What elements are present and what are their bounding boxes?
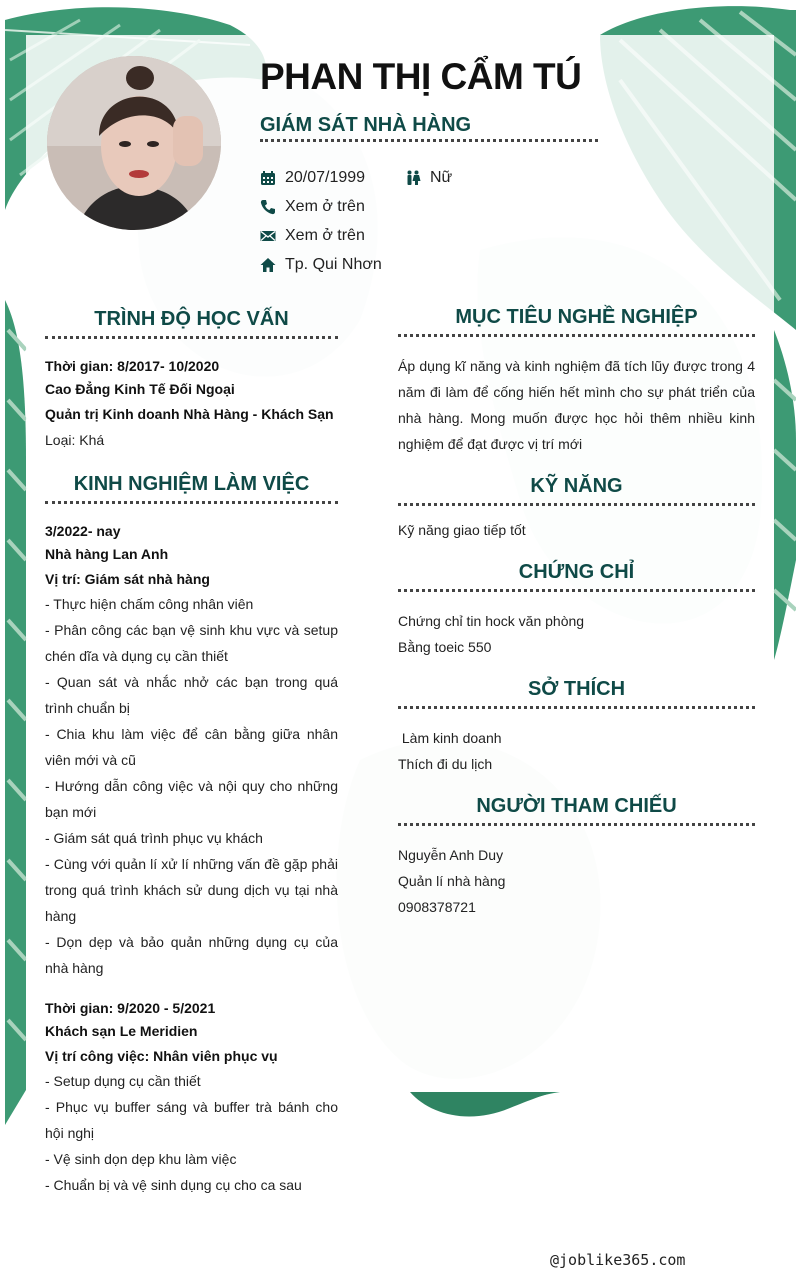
birthdate: 20/07/1999	[285, 169, 366, 186]
references-divider	[398, 823, 755, 826]
experience-heading: KINH NGHIỆM LÀM VIỆC	[73, 473, 310, 495]
candidate-name: PHAN THỊ CẨM TÚ	[260, 56, 582, 97]
experience-divider	[45, 501, 338, 504]
hobbies-heading: SỞ THÍCH	[527, 678, 626, 700]
skill-item: Kỹ năng giao tiếp tốt	[398, 522, 526, 538]
job-1-task: - Cùng với quản lí xử lí những vấn đề gặp phải trong quá trình khách sử dung dịch vụ tại nhà hàng	[45, 856, 338, 924]
education-divider	[45, 336, 338, 339]
hobby-item: Thích đi du lịch	[398, 756, 493, 772]
avatar	[47, 56, 221, 230]
avatar-photo	[47, 56, 221, 230]
education-major: Quản trị Kinh doanh Nhà Hàng - Khách Sạn	[45, 406, 334, 422]
job-1-company: Nhà hàng Lan Anh	[45, 546, 169, 562]
home-icon	[260, 257, 276, 273]
hobby-item: Làm kinh doanh	[398, 730, 502, 746]
job-2-task: - Chuẩn bị và vệ sinh dụng cụ cho ca sau	[45, 1177, 302, 1193]
job-1-task: - Giám sát quá trình phục vụ khách	[45, 830, 263, 846]
objective-text: Áp dụng kĩ năng và kinh nghiệm đã tích lũy được trong 4 năm đi làm để cống hiến hết mình cho sự phát triển của nhà hàng. Mong muốn được học hỏi thêm nhiều kinh nghiệm để đạt được vị trí mới	[398, 358, 755, 452]
education-heading: TRÌNH ĐỘ HỌC VẤN	[94, 308, 289, 330]
phone-icon	[260, 199, 276, 215]
job-title: GIÁM SÁT NHÀ HÀNG	[260, 114, 472, 136]
education-grade: Loại: Khá	[45, 432, 105, 448]
phone-row	[260, 198, 365, 216]
education-time: Thời gian: 8/2017- 10/2020	[45, 358, 220, 374]
job-2-time: Thời gian: 9/2020 - 5/2021	[45, 1000, 216, 1016]
phone: Xem ở trên	[285, 198, 365, 215]
references-heading: NGƯỜI THAM CHIẾU	[476, 795, 677, 817]
skills-divider	[398, 503, 755, 506]
objective-heading: MỤC TIÊU NGHỀ NGHIỆP	[455, 306, 698, 328]
job-1-task: - Phân công các bạn vệ sinh khu vực và setup chén dĩa và dụng cụ cần thiết	[45, 622, 338, 664]
objective-divider	[398, 334, 755, 337]
job-2-task: - Setup dụng cụ cần thiết	[45, 1073, 201, 1089]
email-row	[260, 227, 365, 245]
job-2-task: - Phục vụ buffer sáng và buffer trà bánh cho hội nghị	[45, 1099, 338, 1141]
email: Xem ở trên	[285, 227, 365, 244]
hobbies-divider	[398, 706, 755, 709]
job-1-task: - Hướng dẫn công việc và nội quy cho những bạn mới	[45, 778, 338, 820]
job-1-time: 3/2022- nay	[45, 523, 121, 539]
address-row	[260, 256, 382, 274]
certificates-divider	[398, 589, 755, 592]
reference-item: Quản lí nhà hàng	[398, 873, 506, 889]
reference-item: Nguyễn Anh Duy	[398, 847, 504, 863]
job-1-position: Vị trí: Giám sát nhà hàng	[45, 571, 210, 587]
education-school: Cao Đẳng Kinh Tế Đối Ngoại	[45, 381, 235, 397]
certificate-item: Bằng toeic 550	[398, 639, 492, 655]
email-icon	[260, 228, 276, 244]
gender-icon	[405, 170, 421, 186]
job-2-position: Vị trí công việc: Nhân viên phục vụ	[45, 1048, 278, 1064]
gender: Nữ	[430, 169, 453, 186]
title-divider	[260, 139, 598, 142]
certificates-heading: CHỨNG CHỈ	[518, 561, 635, 583]
birthdate-row	[260, 169, 365, 187]
job-1-task: - Quan sát và nhắc nhở các bạn trong quá trình chuẩn bị	[45, 674, 338, 716]
job-1-task: - Dọn dẹp và bảo quản những dụng cụ của nhà hàng	[45, 934, 338, 976]
job-2-task: - Vệ sinh dọn dẹp khu làm việc	[45, 1151, 237, 1167]
job-1-task: - Chia khu làm việc để cân bằng giữa nhân viên mới và cũ	[45, 726, 338, 768]
job-1-task: - Thực hiện chấm công nhân viên	[45, 596, 254, 612]
gender-row	[405, 169, 452, 187]
job-2-company: Khách sạn Le Meridien	[45, 1023, 198, 1039]
certificate-item: Chứng chỉ tin hock văn phòng	[398, 613, 585, 629]
calendar-icon	[260, 170, 276, 186]
watermark: @joblike365.com	[550, 1251, 686, 1269]
reference-item: 0908378721	[398, 899, 476, 915]
skills-heading: KỸ NĂNG	[530, 475, 623, 497]
address: Tp. Qui Nhơn	[285, 256, 382, 273]
